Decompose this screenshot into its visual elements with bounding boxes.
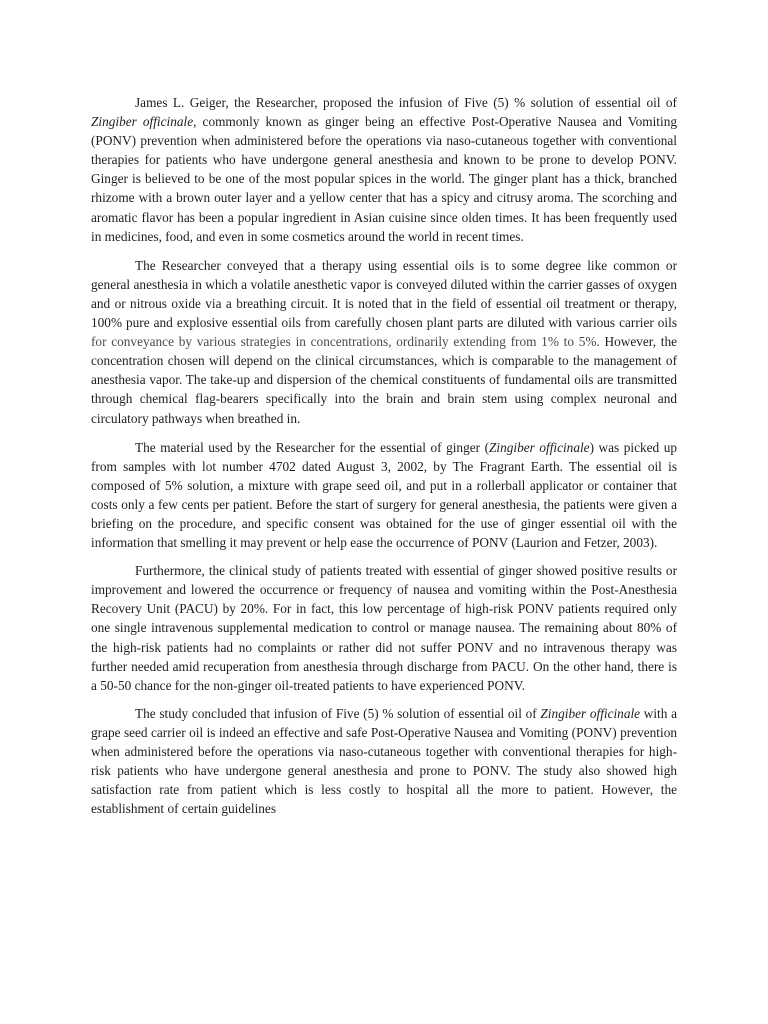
text-run: Furthermore, the clinical study of patients treated with essential of ginger showed positive results or improvement and lowered the occurrence or frequency of nausea and vomiting within the Post-Anesthesia Recovery Unit (PACU) by 20%. For in fact, this low percentage of high-risk PONV patients required only one single intravenous supplemental medication to control or manage nausea. The remaining about 80% of the high-risk patients had no complaints or rather did not suffer PONV and no intravenous therapy was further needed amid recuperation from anesthesia through discharge from PACU. On the other hand, there is a 50-50 chance for the non-ginger oil-treated patients to have experienced PONV. bbox=[91, 563, 677, 693]
italic-species-name: Zingiber officinale bbox=[489, 439, 590, 455]
paragraph-ginger-introduction bbox=[91, 93, 677, 246]
text-run: The Researcher conveyed that a therapy using essential oils is to some degree like common or general anesthesia in which a volatile anesthetic vapor is conveyed diluted within the carrier gasses of oxygen and or nitrous oxide via a breathing circuit. It is noted that in the field of essential oil treatment or therapy, 100% pure and explosive essential oils from carefully chosen plant parts are diluted with various carrier oils bbox=[91, 257, 677, 331]
text-run: However, the concentration chosen will depend on the clinical circumstances, which is comparable to the management of anesthesia vapor. The take-up and dispersion of the chemical constituents of fundamental oils are transmitted through chemical flag-bearers specifically into the brain and brain stem using complex neuronal and circulatory pathways when breathed in. bbox=[91, 334, 678, 426]
italic-species-name: Zingiber officinale bbox=[540, 705, 641, 721]
document-page bbox=[91, 93, 677, 828]
text-run: , commonly known as ginger being an effective Post-Operative Nausea and Vomiting (PONV) prevention when administered before the operations via naso-cutaneous together with conventional therapies for patients who have undergone general anesthesia and known to be prone to develop PONV. Ginger is believed to be one of the most popular spices in the world. The ginger plant has a thick, branched rhizome with a brown outer layer and a yellow center that has a spicy and citrusy aroma. The scorching and aromatic flavor has been a popular ingredient in Asian cuisine since olden times. It has been frequently used in medicines, food, and even in some cosmetics around the world in recent times. bbox=[91, 114, 677, 244]
italic-species-name: Zingiber officinale bbox=[91, 114, 194, 130]
text-run: James L. Geiger, the Researcher, proposed the infusion of Five (5) % solution of essential oil of bbox=[135, 95, 677, 110]
paragraph-materials bbox=[91, 438, 677, 553]
text-run: ) was picked up from samples with lot number 4702 dated August 3, 2002, by The Fragrant Earth. The essential oil is composed of 5% solution, a mixture with grape seed oil, and put in a rollerball applicator or container that costs only a few cents per patient. Before the start of surgery for general anesthesia, the patients were given a briefing on the procedure, and specific consent was obtained for the use of ginger essential oil with the information that smelling it may prevent or help ease the occurrence of PONV (Laurion and Fetzer, 2003). bbox=[91, 439, 678, 551]
text-run: The material used by the Researcher for the essential of ginger ( bbox=[135, 439, 490, 455]
paragraph-clinical-results bbox=[91, 561, 677, 695]
paragraph-conclusion bbox=[91, 704, 677, 819]
paragraph-essential-oil-therapy bbox=[91, 256, 677, 428]
text-run: The study concluded that infusion of Five (5) % solution of essential oil of bbox=[135, 705, 541, 721]
text-run-concentration-range: for conveyance by various strategies in concentrations, ordinarily extending from 1% to 5%. bbox=[91, 334, 600, 350]
text-run: with a grape seed carrier oil is indeed an effective and safe Post-Operative Nausea and Vomiting (PONV) prevention when administered before the operations via naso-cutaneous together with conventional therapies for high-risk patients who have undergone general anesthesia and prone to PONV. The study also showed high satisfaction rate from patient which is less costly to hospital all the more to patient. However, the establishment of certain guidelines bbox=[91, 705, 677, 817]
